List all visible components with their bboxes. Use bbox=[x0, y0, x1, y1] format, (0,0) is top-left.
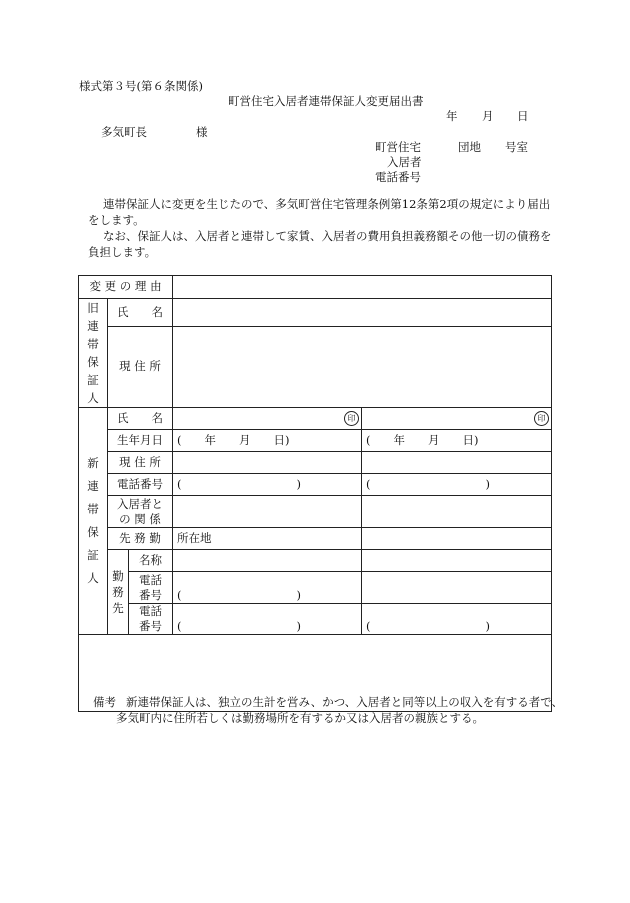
employer-field-2[interactable] bbox=[362, 528, 552, 550]
guarantor-form-table bbox=[78, 275, 552, 712]
workplace-phone-label-2: 電話 番号 bbox=[129, 604, 173, 635]
housing-label: 町営住宅 bbox=[375, 140, 421, 154]
old-address-label: 現 住 所 bbox=[108, 326, 173, 407]
new-name-label: 氏 名 bbox=[108, 408, 173, 430]
para2-line1: なお、保証人は、入居者と連帯して家賃、入居者の費用負担義務額その他一切の債務を bbox=[103, 229, 552, 243]
seal-mark-1: 印 bbox=[344, 411, 359, 426]
new-address-field-1[interactable] bbox=[173, 452, 362, 474]
remarks-line1: 新連帯保証人は、独立の生計を営み、かつ、入居者と同等以上の収入を有する者で、 bbox=[126, 695, 563, 709]
remarks-line2: 多気町内に住所若しくは勤務場所を有するか又は入居者の親族とする。 bbox=[116, 711, 484, 725]
relation-label-line2: の 関 係 bbox=[119, 511, 161, 526]
old-address-row bbox=[79, 326, 552, 407]
form-number: 様式第３号(第６条関係) bbox=[79, 79, 203, 93]
new-phone-label: 電話番号 bbox=[108, 474, 173, 496]
para1-line2: をします。 bbox=[88, 213, 145, 227]
workplace-name-label: 名称 bbox=[129, 550, 173, 572]
relation-field-1[interactable] bbox=[173, 496, 362, 528]
reason-field[interactable] bbox=[173, 276, 552, 299]
addressee-honorific: 様 bbox=[196, 125, 208, 139]
para2-line2: 負担します。 bbox=[88, 245, 157, 259]
addressee-name: 多気町長 bbox=[101, 125, 147, 139]
employer-location-field[interactable]: 所在地 bbox=[173, 528, 362, 550]
workplace-label: 勤 務 先 bbox=[108, 550, 129, 635]
birthdate-label: 生年月日 bbox=[108, 430, 173, 452]
old-guarantor-label: 旧 連 帯 保 証 人 bbox=[79, 299, 108, 408]
new-address-label: 現 住 所 bbox=[108, 452, 173, 474]
seal-mark-2: 印 bbox=[534, 411, 549, 426]
workplace-phone-field-1b[interactable] bbox=[362, 572, 552, 604]
workplace-phone-row-2 bbox=[79, 604, 552, 635]
date-month-label: 月 bbox=[482, 109, 494, 123]
relation-row bbox=[79, 496, 552, 528]
birthdate-row bbox=[79, 430, 552, 452]
date-year-label: 年 bbox=[446, 109, 458, 123]
old-name-field[interactable] bbox=[173, 299, 552, 327]
workplace-name-row bbox=[79, 550, 552, 572]
new-name-field-2[interactable] bbox=[362, 408, 552, 430]
applicant-phone-label: 電話番号 bbox=[375, 170, 421, 184]
new-address-field-2[interactable] bbox=[362, 452, 552, 474]
old-address-field[interactable] bbox=[173, 326, 552, 407]
new-phone-row bbox=[79, 474, 552, 496]
new-address-row bbox=[79, 452, 552, 474]
remarks-label: 備考 bbox=[93, 695, 116, 709]
reason-label: 変 更 の 理 由 bbox=[79, 276, 173, 299]
workplace-phone-field-2[interactable]: ( ) bbox=[173, 604, 362, 635]
workplace-name-field-2[interactable] bbox=[362, 550, 552, 572]
employer-label: 先 務 勤 bbox=[108, 528, 173, 550]
birthdate-field-1[interactable]: ( 年 月 日) bbox=[173, 430, 362, 452]
employer-row bbox=[79, 528, 552, 550]
relation-field-2[interactable] bbox=[362, 496, 552, 528]
workplace-phone-row-1 bbox=[79, 572, 552, 604]
form-title: 町営住宅入居者連帯保証人変更届出書 bbox=[228, 94, 424, 108]
para1-line1: 連帯保証人に変更を生じたので、多気町営住宅管理条例第12条第2項の規定により届出 bbox=[103, 197, 551, 211]
new-phone-field-1[interactable]: ( ) bbox=[173, 474, 362, 496]
new-phone-field-2[interactable]: ( ) bbox=[362, 474, 552, 496]
relation-label bbox=[108, 496, 173, 528]
workplace-phone-field-2b[interactable]: ( ) bbox=[362, 604, 552, 635]
birthdate-field-2[interactable]: ( 年 月 日) bbox=[362, 430, 552, 452]
workplace-name-field-1[interactable] bbox=[173, 550, 362, 572]
new-name-field-1[interactable] bbox=[173, 408, 362, 430]
new-name-row bbox=[79, 408, 552, 430]
old-name-row bbox=[79, 299, 552, 327]
relation-label-line1: 入居者と bbox=[117, 496, 164, 511]
workplace-phone-label-1: 電話 番号 bbox=[129, 572, 173, 604]
reason-row bbox=[79, 276, 552, 299]
date-day-label: 日 bbox=[517, 109, 529, 123]
room-label: 号室 bbox=[505, 140, 528, 154]
block-label: 団地 bbox=[458, 140, 481, 154]
resident-label: 入居者 bbox=[387, 155, 422, 169]
new-guarantor-label: 新 連 帯 保 証 人 bbox=[79, 408, 108, 635]
workplace-phone-field-1[interactable]: ( ) bbox=[173, 572, 362, 604]
old-name-label: 氏 名 bbox=[108, 299, 173, 327]
